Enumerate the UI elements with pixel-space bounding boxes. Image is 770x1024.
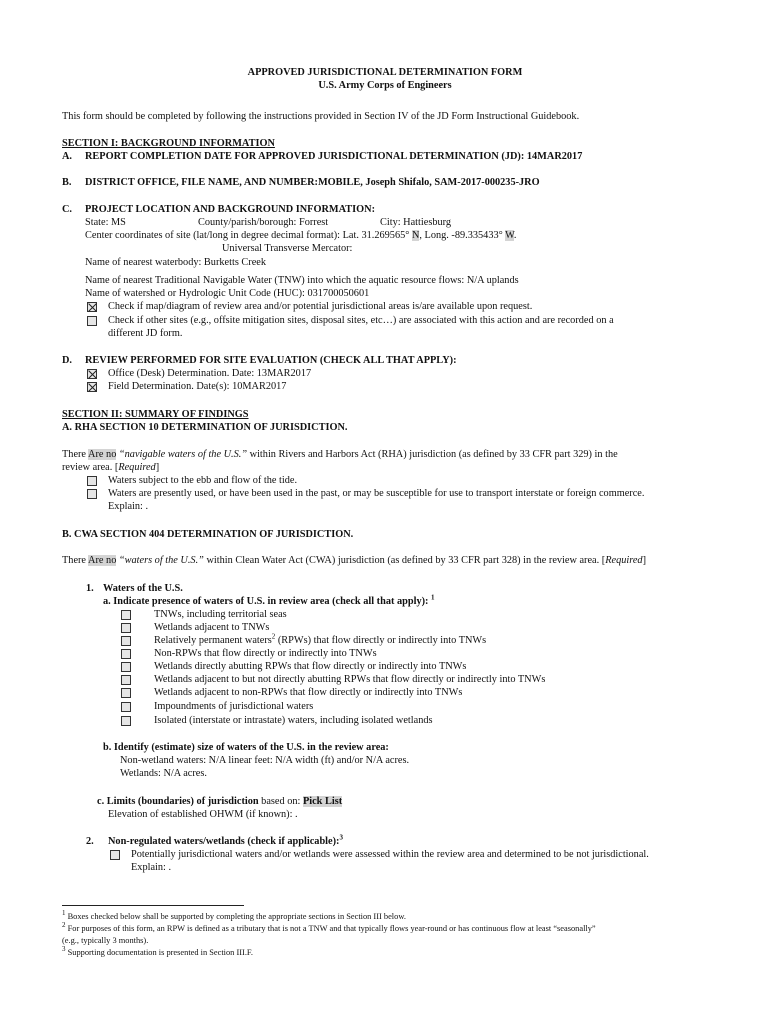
- nonreg-number: 2.: [86, 836, 94, 847]
- water-type-checkbox-wetlands-tnw[interactable]: [121, 623, 131, 633]
- footnote-text: Boxes checked below shall be supported by completing the appropriate sections in Section III below.: [65, 912, 406, 921]
- cwa-statement: [62, 554, 646, 567]
- section-1-heading: SECTION I: BACKGROUND INFORMATION: [62, 138, 275, 149]
- footnote-text: For purposes of this form, an RPW is defined as a tributary that is not a TNW and that typically flows year-round or has continuous flow at least “seasonally”: [65, 924, 596, 933]
- footnote-ref-2: 2: [271, 632, 276, 641]
- long-direction-select[interactable]: W: [505, 230, 514, 241]
- limits-pick-list[interactable]: Pick List: [302, 796, 343, 807]
- water-type-label: [154, 634, 486, 647]
- rha-required-end: ]: [155, 462, 160, 473]
- limits-based-on: based on:: [258, 796, 303, 807]
- cwa-statement-rest: within Clean Water Act (CWA) jurisdiction (as defined by 33 CFR part 328) in the review area. [: [203, 555, 606, 566]
- form-subtitle: U.S. Army Corps of Engineers: [318, 80, 452, 91]
- water-type-label: Impoundments of jurisdictional waters: [154, 701, 314, 712]
- wetlands-size: Wetlands: N/A acres.: [120, 768, 207, 779]
- rha-explain-field[interactable]: Explain: .: [108, 501, 149, 512]
- office-determination-checkbox[interactable]: [87, 369, 97, 379]
- cwa-required-end: ]: [642, 555, 647, 566]
- city-field: City: Hattiesburg: [380, 217, 452, 228]
- footnote-ref-1: 1: [431, 593, 435, 602]
- footnote-2-cont: (e.g., typically 3 months).: [62, 936, 149, 945]
- review-performed-heading: REVIEW PERFORMED FOR SITE EVALUATION (CHECK ALL THAT APPLY):: [85, 355, 457, 366]
- field-determination-label: Field Determination. Date(s): 10MAR2017: [108, 381, 287, 392]
- footnote-num: 3: [62, 945, 66, 954]
- office-determination-label: Office (Desk) Determination. Date: 13MAR2017: [108, 368, 312, 379]
- item-d-letter: D.: [62, 355, 73, 366]
- water-type-label: TNWs, including territorial seas: [154, 609, 287, 620]
- rha-statement-line2: [62, 461, 159, 474]
- water-type-checkbox-adjacent-non-rpw[interactable]: [121, 688, 131, 698]
- water-type-checkbox-rpw[interactable]: [121, 636, 131, 646]
- water-type-label: Isolated (interstate or intrastate) waters, including isolated wetlands: [154, 715, 433, 726]
- water-type-checkbox-tnw[interactable]: [121, 610, 131, 620]
- project-location-heading: PROJECT LOCATION AND BACKGROUND INFORMATION:: [85, 204, 376, 215]
- rha-navigable-waters: “navigable waters of the U.S.”: [118, 449, 248, 460]
- nonreg-heading-text: Non-regulated waters/wetlands (check if applicable):: [108, 836, 340, 847]
- waters-heading: Waters of the U.S.: [103, 583, 183, 594]
- cwa-waters-us: “waters of the U.S.”: [118, 555, 204, 566]
- commerce-checkbox[interactable]: [87, 489, 97, 499]
- ohwm-elevation-field[interactable]: Elevation of established OHWM (if known): .: [108, 809, 298, 820]
- indicate-presence-heading: [103, 595, 435, 608]
- water-type-label: Wetlands adjacent to non-RPWs that flow directly or indirectly into TNWs: [154, 687, 463, 698]
- commerce-label: Waters are presently used, or have been used in the past, or may be susceptible for use to transport interstate or foreign commerce.: [108, 488, 645, 499]
- water-type-checkbox-abutting-rpw[interactable]: [121, 662, 131, 672]
- map-available-label: Check if map/diagram of review area and/or potential jurisdictional areas is/are available upon request.: [108, 301, 533, 312]
- map-available-checkbox[interactable]: [87, 302, 97, 312]
- county-field: County/parish/borough: Forrest: [198, 217, 329, 228]
- water-type-label: Non-RPWs that flow directly or indirectly into TNWs: [154, 648, 377, 659]
- nonreg-checkbox[interactable]: [110, 850, 120, 860]
- rha-heading: A. RHA SECTION 10 DETERMINATION OF JURISDICTION.: [62, 422, 348, 433]
- other-sites-label-cont: different JD form.: [108, 328, 183, 339]
- coords-end: .: [513, 230, 517, 241]
- tide-checkbox[interactable]: [87, 476, 97, 486]
- water-type-label: Wetlands adjacent to but not directly abutting RPWs that flow directly or indirectly into TNWs: [154, 674, 546, 685]
- report-completion-date: REPORT COMPLETION DATE FOR APPROVED JURISDICTIONAL DETERMINATION (JD): 14MAR2017: [85, 151, 583, 162]
- utm-field: Universal Transverse Mercator:: [222, 243, 353, 254]
- rha-are-no-select[interactable]: Are no: [88, 449, 117, 460]
- cwa-required: Required: [605, 555, 643, 566]
- field-determination-checkbox[interactable]: [87, 382, 97, 392]
- footnote-3: [62, 947, 253, 958]
- non-wetland-waters-size: Non-wetland waters: N/A linear feet: N/A width (ft) and/or N/A acres.: [120, 755, 410, 766]
- water-type-checkbox-impoundments[interactable]: [121, 702, 131, 712]
- rpw-label-rest: (RPWs) that flow directly or indirectly into TNWs: [275, 635, 487, 646]
- coords-lat: Center coordinates of site (lat/long in degree decimal format): Lat. 31.269565°: [85, 230, 410, 241]
- nearest-tnw: Name of nearest Traditional Navigable Water (TNW) into which the aquatic resource flows: N/A uplands: [85, 275, 519, 286]
- water-type-checkbox-non-rpw[interactable]: [121, 649, 131, 659]
- rha-required: Required: [118, 462, 156, 473]
- form-title: APPROVED JURISDICTIONAL DETERMINATION FORM: [247, 67, 523, 78]
- footnote-text: Supporting documentation is presented in Section III.F.: [65, 948, 254, 957]
- rha-statement-rest: within Rivers and Harbors Act (RHA) jurisdiction (as defined by 33 CFR part 329) in the: [247, 449, 618, 460]
- water-type-label: Wetlands adjacent to TNWs: [154, 622, 270, 633]
- state-field: State: MS: [85, 217, 126, 228]
- limits-heading: c. Limits (boundaries) of jurisdiction: [97, 796, 259, 807]
- rha-review-area: review area. [: [62, 462, 119, 473]
- section-2-heading: SECTION II: SUMMARY OF FINDINGS: [62, 409, 249, 420]
- footnote-1: [62, 911, 406, 922]
- item-c-letter: C.: [62, 204, 73, 215]
- cwa-are-no-select[interactable]: Are no: [88, 555, 117, 566]
- water-type-checkbox-isolated[interactable]: [121, 716, 131, 726]
- waters-number: 1.: [86, 583, 94, 594]
- item-b-letter: B.: [62, 177, 72, 188]
- rha-there: There: [62, 449, 87, 460]
- water-type-label: Wetlands directly abutting RPWs that flow directly or indirectly into TNWs: [154, 661, 467, 672]
- footnote-2: [62, 923, 596, 934]
- footnote-divider: [62, 905, 244, 906]
- rpw-label: Relatively permanent waters: [154, 635, 272, 646]
- identify-size-heading: b. Identify (estimate) size of waters of the U.S. in the review area:: [103, 742, 389, 753]
- water-type-checkbox-adjacent-rpw[interactable]: [121, 675, 131, 685]
- watershed-huc: Name of watershed or Hydrologic Unit Code (HUC): 031700050601: [85, 288, 370, 299]
- lat-direction-select[interactable]: N: [411, 230, 420, 241]
- nonreg-label: Potentially jurisdictional waters and/or wetlands were assessed within the review area and determined to be not jurisdictional.: [131, 849, 649, 860]
- rha-statement: [62, 448, 618, 461]
- limits-of-jurisdiction: [97, 795, 342, 808]
- center-coordinates: [85, 229, 516, 242]
- tide-label: Waters subject to the ebb and flow of the tide.: [108, 475, 298, 486]
- footnote-num: 2: [62, 921, 66, 930]
- indicate-presence-text: a. Indicate presence of waters of U.S. in review area (check all that apply):: [103, 596, 429, 607]
- footnote-ref-3: 3: [339, 833, 343, 842]
- cwa-heading: B. CWA SECTION 404 DETERMINATION OF JURISDICTION.: [62, 529, 354, 540]
- coords-long: , Long. -89.335433°: [419, 230, 503, 241]
- item-a-letter: A.: [62, 151, 73, 162]
- nonreg-explain-field[interactable]: Explain: .: [131, 862, 172, 873]
- other-sites-checkbox[interactable]: [87, 316, 97, 326]
- district-office-info: DISTRICT OFFICE, FILE NAME, AND NUMBER:MOBILE, Joseph Shifalo, SAM-2017-000235-JRO: [85, 177, 540, 188]
- nearest-waterbody: Name of nearest waterbody: Burketts Creek: [85, 257, 266, 268]
- intro-text: This form should be completed by following the instructions provided in Section IV of the JD Form Instructional Guidebook.: [62, 111, 580, 122]
- nonreg-heading: [108, 835, 343, 848]
- other-sites-label: Check if other sites (e.g., offsite mitigation sites, disposal sites, etc…) are associated with this action and are recorded on a: [108, 315, 614, 326]
- footnote-num: 1: [62, 909, 66, 918]
- cwa-there: There: [62, 555, 87, 566]
